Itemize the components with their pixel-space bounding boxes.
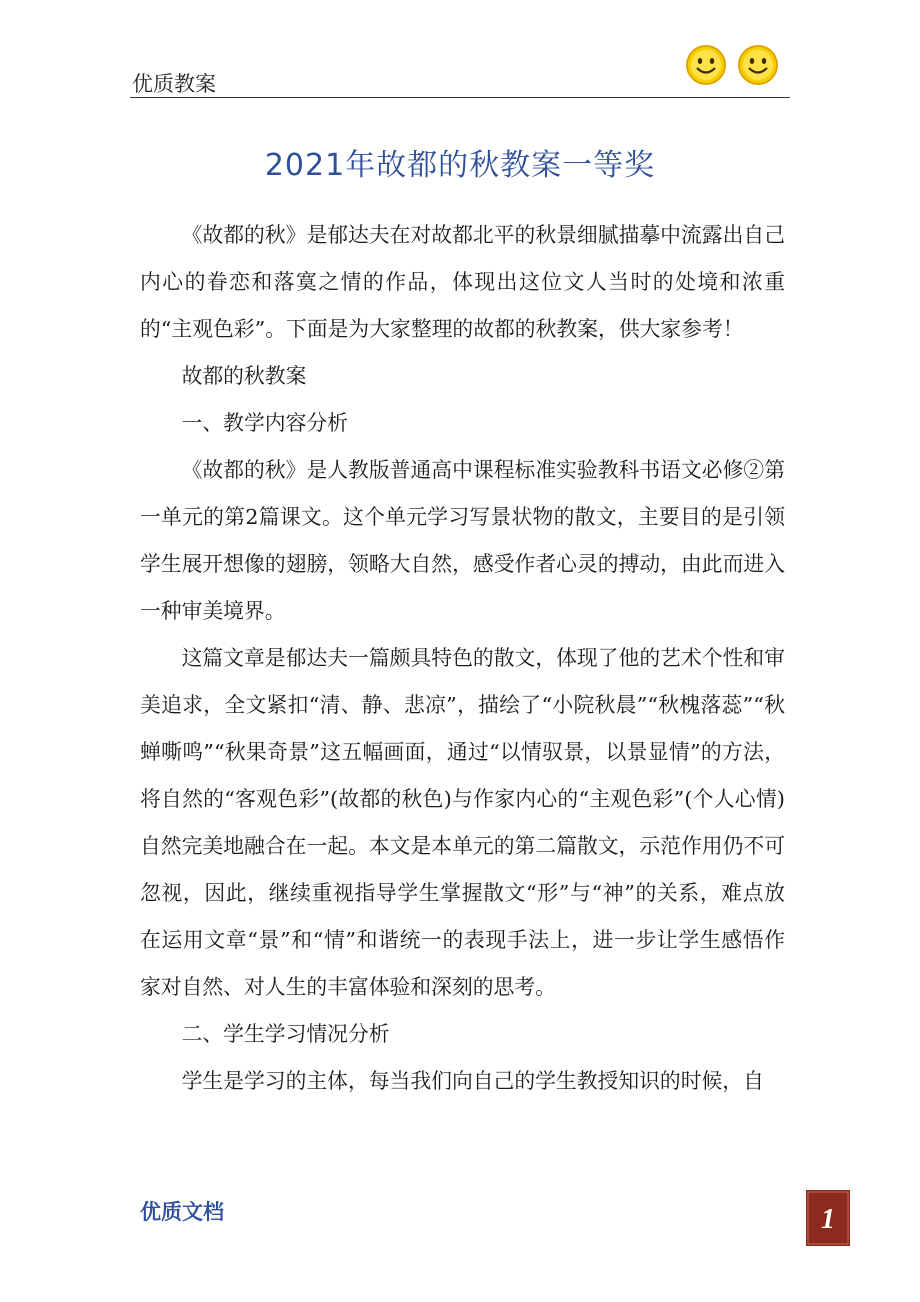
page-header bbox=[130, 0, 790, 99]
body-paragraph: 学生是学习的主体，每当我们向自己的学生教授知识的时候，自 bbox=[181, 1069, 764, 1093]
body-paragraph: 《故都的秋》是人教版普通高中课程标准实验教科书语文必修②第一单元的第2篇课文。这个单元学习写景状物的散文，主要目的是引领学生展开想像的翅膀，领略大自然，感受作者心灵的搏动，由此而进入一种审美境界。 bbox=[140, 458, 785, 623]
section-heading: 一、教学内容分析 bbox=[181, 411, 348, 435]
section-heading: 二、学生学习情况分析 bbox=[181, 1022, 390, 1046]
body-paragraph: 这篇文章是郁达夫一篇颇具特色的散文，体现了他的艺术个性和审美追求，全文紧扣“清、静、悲凉”，描绘了“小院秋晨”“秋槐落蕊”“秋蝉嘶鸣”“秋果奇景”这五幅画面，通过“以情驭景，以景显情”的方法，将自然的“客观色彩”(故都的秋色)与作家内心的“主观色彩”(个人心情)自然完美地融合在一起。本文是本单元的第二篇散文，示范作用仍不可忽视，因此，继续重视指导学生掌握散文“形”与“神”的关系，难点放在运用文章“景”和“情”和谐统一的表现手法上，进一步让学生感悟作家对自然、对人生的丰富体验和深刻的思考。 bbox=[140, 646, 785, 999]
page-number: 1 bbox=[821, 1204, 835, 1235]
smiley-icon bbox=[739, 46, 777, 84]
section-heading: 故都的秋教案 bbox=[181, 364, 307, 388]
document-body bbox=[140, 212, 785, 1105]
smiley-icon bbox=[687, 46, 725, 84]
document-title: 2021年故都的秋教案一等奖 bbox=[264, 148, 656, 183]
header-smileys bbox=[685, 44, 785, 86]
page-number-badge bbox=[806, 1190, 850, 1246]
header-label: 优质教案 bbox=[132, 72, 216, 96]
header-divider bbox=[130, 97, 790, 98]
intro-paragraph: 《故都的秋》是郁达夫在对故都北平的秋景细腻描摹中流露出自己内心的眷恋和落寞之情的作品，体现出这位文人当时的处境和浓重的“主观色彩”。下面是为大家整理的故都的秋教案，供大家参考！ bbox=[140, 223, 785, 341]
footer-label: 优质文档 bbox=[140, 1200, 224, 1224]
